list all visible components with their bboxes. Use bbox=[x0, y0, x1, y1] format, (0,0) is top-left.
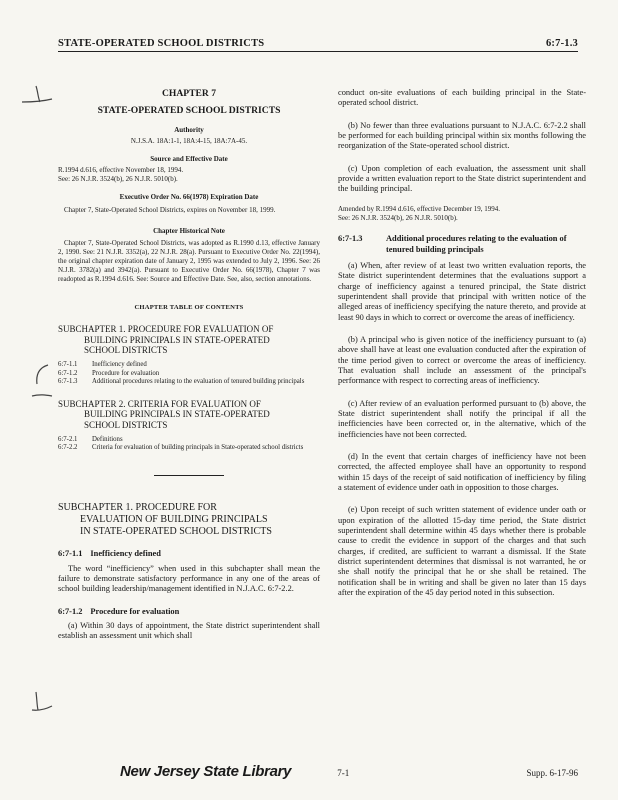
toc-entry[interactable]: 6:7-1.1 Inefficiency defined bbox=[58, 361, 147, 369]
library-logo: New Jersey State Library bbox=[120, 763, 292, 780]
header-section: 6:7-1.3 bbox=[545, 38, 578, 49]
subchapter-title: SCHOOL DISTRICTS bbox=[84, 345, 168, 356]
right-column bbox=[338, 88, 586, 598]
section-text: (a) When, after review of at least two written evaluation reports, the State district superintendent determines that the evaluations support a charge of inefficiency against a tenured principal, the State district superintendent shall provide that principal with written notice of the alleged areas of inefficiency specifying the nature thereto, and provide at least 90 days in which to correct or overcome the areas of inefficiency. bbox=[338, 261, 586, 322]
chapter-title: STATE-OPERATED SCHOOL DISTRICTS bbox=[97, 104, 281, 116]
history-heading: Chapter Historical Note bbox=[153, 226, 225, 235]
toc-list-2 bbox=[58, 436, 320, 453]
section-text: (b) No fewer than three evaluations pursuant to N.J.A.C. 6:7-2.2 shall be performed for each building principal within six months following the reorganization of the State-operated school district. bbox=[338, 120, 586, 151]
section-divider bbox=[154, 475, 224, 476]
eo-heading: Executive Order No. 66(1978) Expiration Date bbox=[119, 193, 259, 202]
history-text: Chapter 7, State-Operated School Districts, was adopted as R.1990 d.13, effective January 2, 1990. See: 21 N.J.R. 3352(a), 22 N.J.R. 28(a). Pursuant to Executive Order No. 22(1994), the original chapter expiration date of January 2, 1995 was extended to July 2, 1996. See: 26 N.J.R. 3782(a) and 3942(a). Pursuant to Executive Order No. 66(1978), Chapter 7 was readopted as R.1994 d.616. See: Source and Effective Date. See, also, section annotations. bbox=[58, 239, 320, 283]
section-text: The word “inefficiency” when used in this subchapter shall mean the failure to demonstrate satisfactory performance in any one of the areas of school building leadership/management identified in N.J.A.C. 6:7-2.2. bbox=[58, 563, 320, 594]
toc-entry[interactable]: 6:7-2.1 Definitions bbox=[58, 435, 123, 443]
margin-mark-icon bbox=[16, 84, 56, 106]
subchapter-label: SUBCHAPTER 1. bbox=[58, 323, 126, 334]
source-heading: Source and Effective Date bbox=[150, 154, 228, 163]
section-text: conduct on-site evaluations of each building principal in the State-operated school district. bbox=[338, 88, 586, 108]
left-column bbox=[58, 88, 320, 642]
subchapter-title: PROCEDURE FOR EVALUATION OF bbox=[127, 323, 274, 334]
subchapter-title: BUILDING PRINCIPALS IN STATE-OPERATED bbox=[84, 334, 270, 345]
page-number: 7-1 bbox=[337, 768, 350, 778]
margin-tick-icon bbox=[28, 690, 54, 716]
toc-heading: CHAPTER TABLE OF CONTENTS bbox=[134, 303, 244, 311]
section-heading: 6:7-1.3 Additional procedures relating to the evaluation of tenured building principals bbox=[338, 234, 567, 254]
chapter-number: CHAPTER 7 bbox=[161, 88, 217, 99]
source-line: See: 26 N.J.R. 3524(b), 26 N.J.R. 5010(b). bbox=[58, 175, 178, 184]
subchapter-label: SUBCHAPTER 2. bbox=[58, 398, 126, 409]
margin-bracket-icon bbox=[28, 362, 54, 402]
section-text: (e) Upon receipt of such written statement of evidence under oath or upon expiration of the allotted 15-day time period, the State district superintendent shall determine within 45 days whether there is probable cause to credit the evidence in support of the charges and that such charges, if credited, are sufficient to warrant a dismissal. If the State district superintendent determines that dismissal is not warranted, he or she shall notify the principal that he or she shall be retained. The notification shall be in writing and shall be given no later than 15 days after the expiration of the 45 day period noted in this subsection. bbox=[338, 505, 586, 597]
body-subchapter-heading: SUBCHAPTER 1. PROCEDURE FOR EVALUATION OF BUILDING PRINCIPALS IN STATE-OPERATED SCHOOL DISTRICTS bbox=[58, 501, 272, 537]
page-footer bbox=[120, 763, 578, 780]
supplement-date: Supp. 6-17-96 bbox=[526, 768, 578, 778]
running-header bbox=[58, 38, 578, 52]
amendment-note: Amended by R.1994 d.616, effective December 19, 1994. See: 26 N.J.R. 3524(b), 26 N.J.R. 5010(b). bbox=[338, 204, 500, 222]
header-title: STATE-OPERATED SCHOOL DISTRICTS bbox=[58, 38, 265, 49]
toc-subchapter-1 bbox=[58, 324, 320, 356]
section-text: (a) Within 30 days of appointment, the State district superintendent shall establish an assessment unit which shall bbox=[58, 620, 320, 641]
subchapter-title: CRITERIA FOR EVALUATION OF bbox=[127, 398, 261, 409]
authority-text: N.J.S.A. 18A:1-1, 18A:4-15, 18A:7A-45. bbox=[130, 137, 248, 146]
toc-entry[interactable]: 6:7-1.3 Additional procedures relating to the evaluation of tenured building principals bbox=[58, 378, 305, 386]
section-heading: 6:7-1.2 Procedure for evaluation bbox=[58, 606, 180, 616]
subchapter-title: BUILDING PRINCIPALS IN STATE-OPERATED bbox=[84, 409, 270, 420]
source-line: R.1994 d.616, effective November 18, 1994. bbox=[58, 166, 184, 175]
section-text: (b) A principal who is given notice of the inefficiency pursuant to (a) above shall have at least one evaluation conducted after the expiration of the time period given to correct or overcome the areas of inefficiency. That evaluation shall include an assessment of the principal's performance with respect to correcting areas of inefficiency. bbox=[338, 335, 586, 386]
section-text: (d) In the event that certain charges of inefficiency have not been corrected, the affected employee shall have an opportunity to respond within 15 days of the receipt of said notification of inefficiency by filing a statement of evidence under oath in opposition to those charges. bbox=[338, 451, 586, 492]
subchapter-title: SCHOOL DISTRICTS bbox=[84, 420, 168, 431]
toc-entry[interactable]: 6:7-2.2 Criteria for evaluation of building principals in State-operated school districts bbox=[58, 444, 304, 452]
toc-entry[interactable]: 6:7-1.2 Procedure for evaluation bbox=[58, 369, 160, 377]
toc-subchapter-2 bbox=[58, 399, 320, 431]
section-heading: 6:7-1.1 Inefficiency defined bbox=[58, 549, 161, 559]
authority-heading: Authority bbox=[174, 125, 204, 134]
toc-list-1 bbox=[58, 361, 320, 386]
section-text: (c) Upon completion of each evaluation, the assessment unit shall provide a written evaluation report to the State district superintendent and the building principal. bbox=[338, 163, 586, 194]
eo-text: Chapter 7, State-Operated School Districts, expires on November 18, 1999. bbox=[64, 205, 276, 214]
section-text: (c) After review of an evaluation performed pursuant to (b) above, the State district superintendent shall notify the principal if all the inefficiencies have been corrected or, in the alternative, which of the inefficiencies have not been corrected. bbox=[338, 398, 586, 439]
